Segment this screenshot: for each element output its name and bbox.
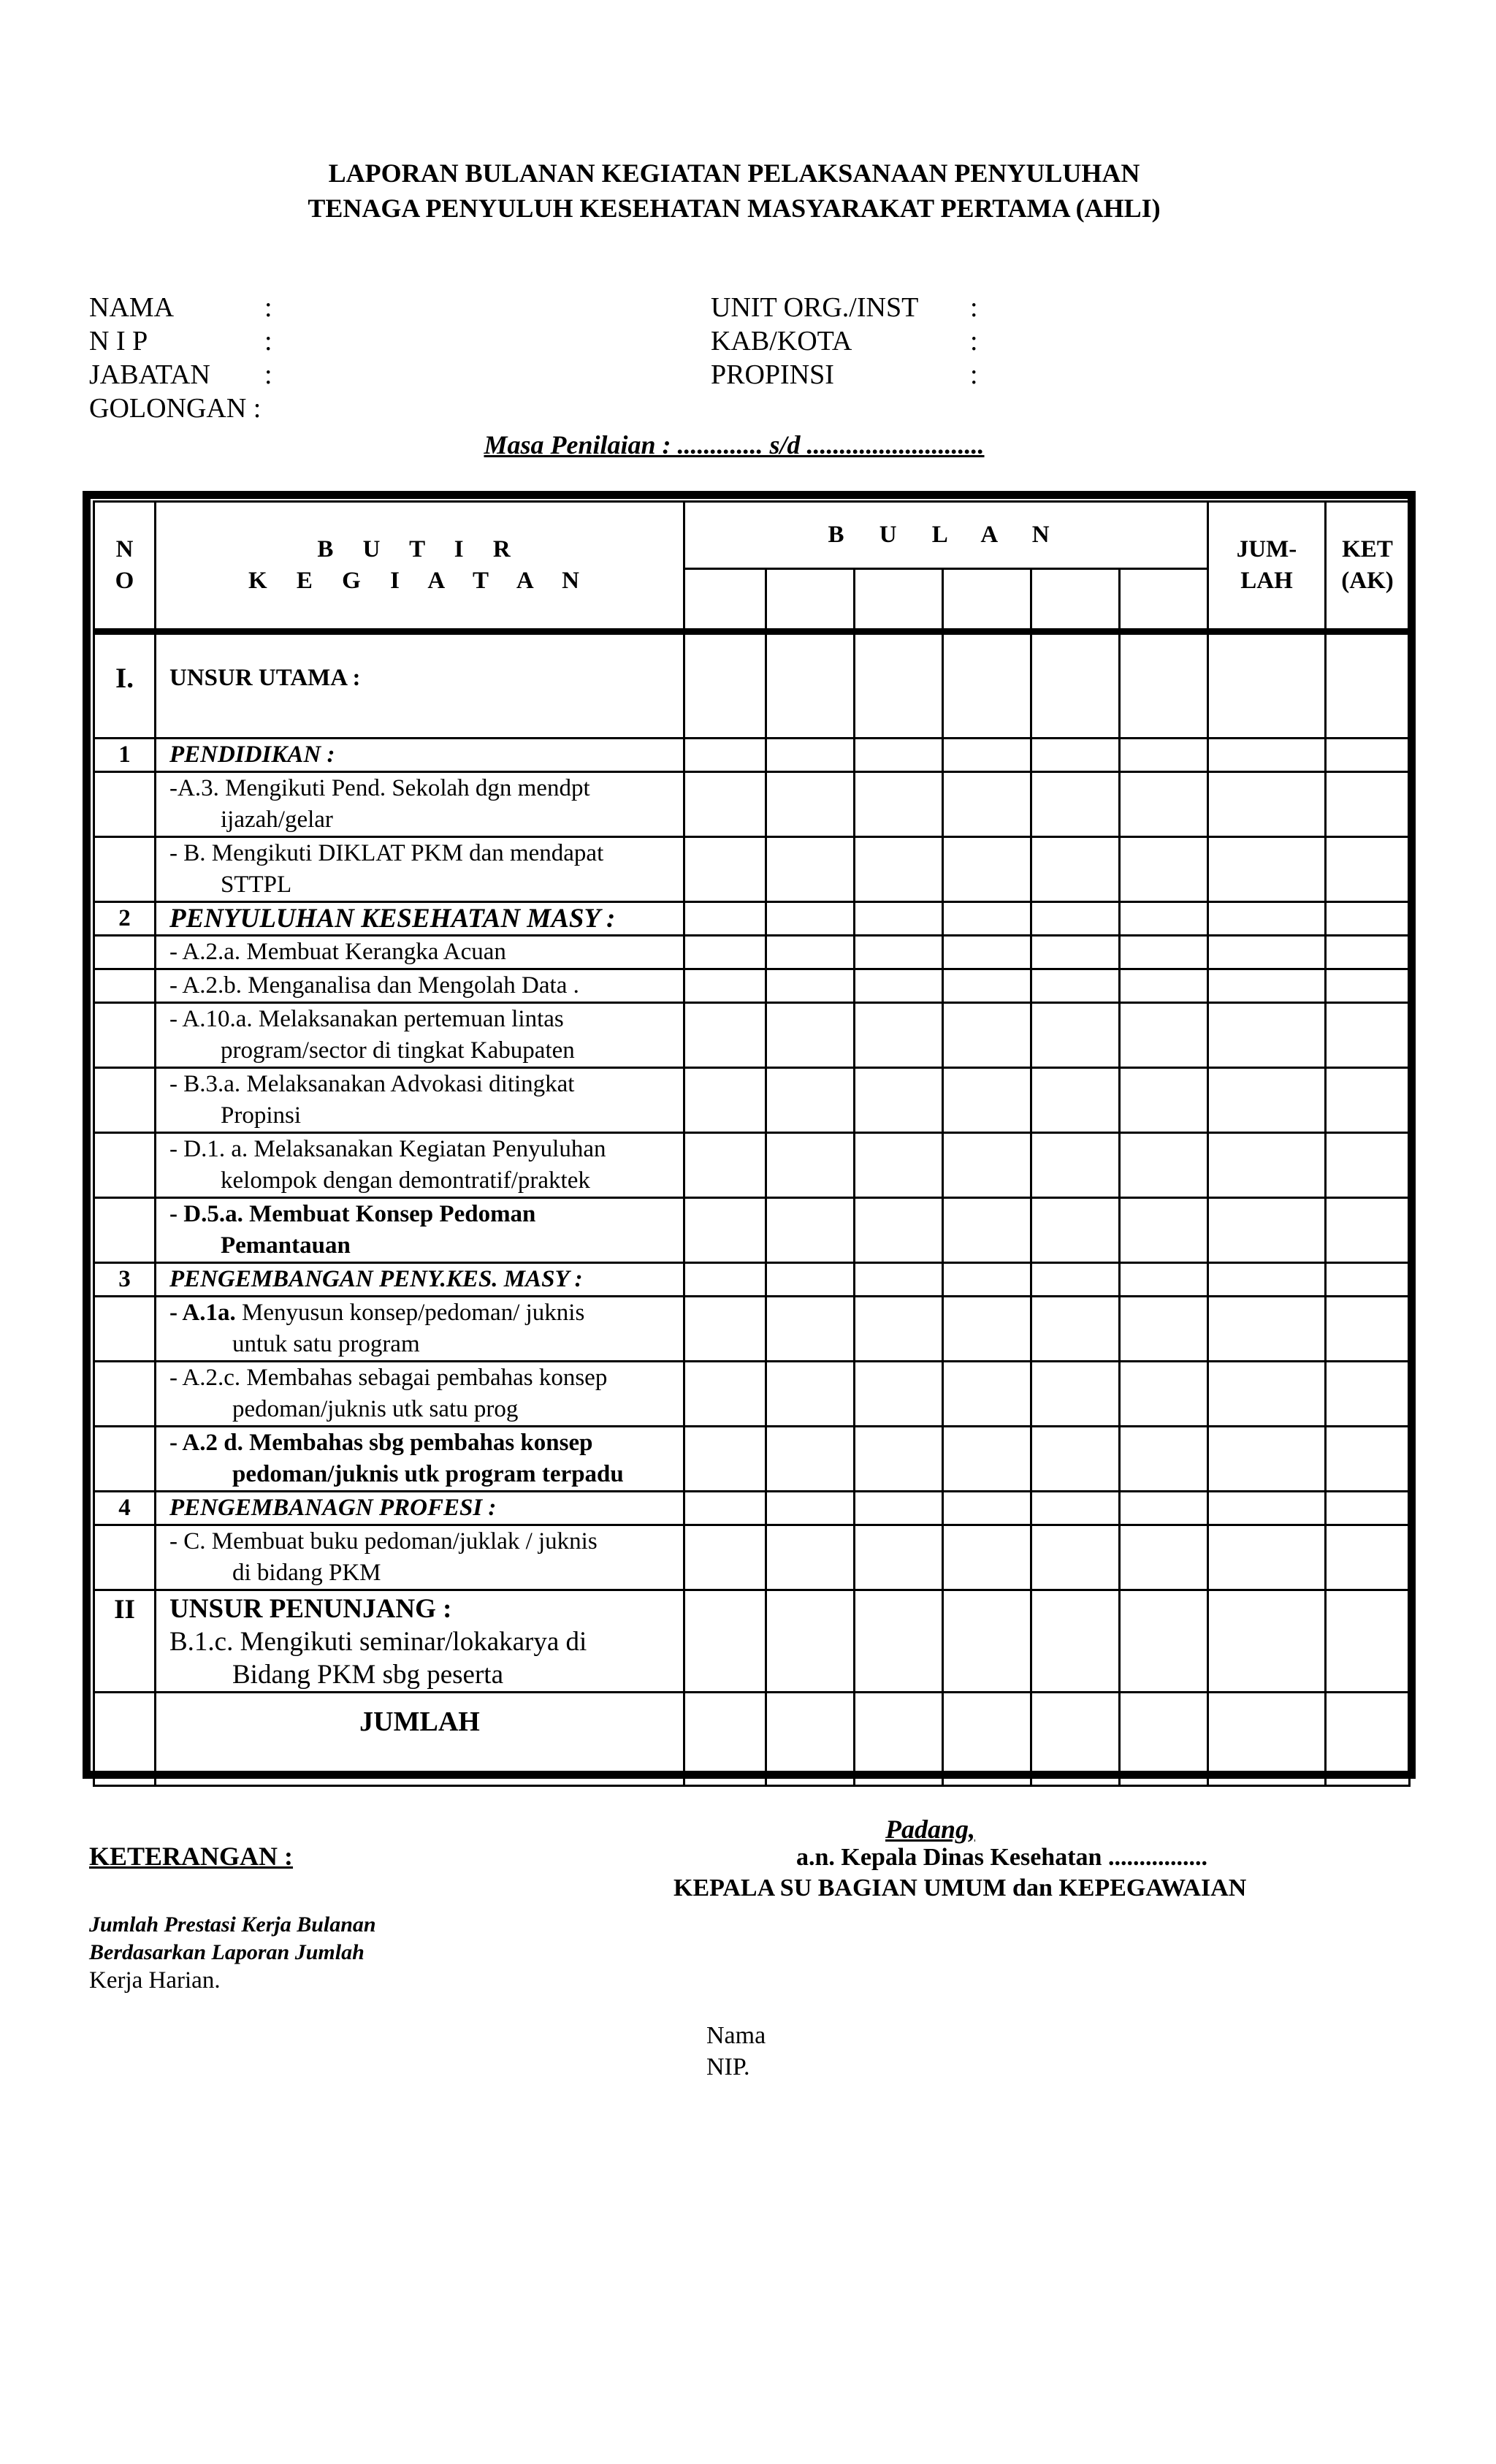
empty-cell (684, 1263, 766, 1297)
activity-text: - A.2.c. Membahas sebagai pembahas konsep (169, 1365, 608, 1391)
masa-penilaian: Masa Penilaian : ............. s/d ........................... (484, 430, 985, 459)
activity-text: STTPL (221, 871, 292, 898)
empty-cell (855, 1362, 943, 1427)
field-golongan (89, 392, 308, 425)
empty-cell (1031, 1003, 1120, 1068)
total-label: JUMLAH (156, 1693, 684, 1786)
activity-item (156, 1297, 684, 1362)
empty-cell (1326, 936, 1410, 969)
activity-text: B.1.c. Mengikuti seminar/lokakarya di (169, 1627, 587, 1657)
empty-cell (1326, 1198, 1410, 1263)
header-ket-line: KET (1342, 536, 1393, 562)
activity-item (156, 772, 684, 837)
empty-cell (1120, 936, 1208, 969)
empty-cell (855, 1068, 943, 1133)
empty-cell (1031, 1263, 1120, 1297)
empty-cell (766, 1263, 855, 1297)
table-row (94, 1068, 1410, 1133)
empty-cell (1208, 936, 1326, 969)
empty-cell (94, 1297, 156, 1362)
empty-cell (1031, 632, 1120, 739)
empty-cell (855, 902, 943, 936)
empty-cell (1208, 632, 1326, 739)
header-butir-kegiatan (156, 502, 684, 632)
field-label: N I P (89, 326, 148, 356)
empty-cell (1326, 772, 1410, 837)
activity-code: - A.1a. (169, 1300, 236, 1326)
header-jumlah (1208, 502, 1326, 632)
empty-cell (1208, 739, 1326, 772)
header-jumlah-line: LAH (1240, 568, 1293, 594)
empty-cell (1208, 1068, 1326, 1133)
empty-cell (1031, 1590, 1120, 1693)
empty-cell (943, 1492, 1031, 1525)
empty-cell (684, 837, 766, 902)
empty-cell (1120, 1492, 1208, 1525)
empty-cell (855, 772, 943, 837)
empty-cell (855, 1198, 943, 1263)
empty-cell (684, 1198, 766, 1263)
empty-cell (855, 969, 943, 1003)
empty-cell (855, 1133, 943, 1198)
field-colon: : (264, 326, 272, 356)
empty-cell (766, 1693, 855, 1786)
empty-cell (1326, 1362, 1410, 1427)
field-colon: : (970, 359, 978, 390)
empty-cell (1208, 1198, 1326, 1263)
empty-cell (684, 902, 766, 936)
empty-cell (855, 837, 943, 902)
empty-cell (684, 632, 766, 739)
row-no: 1 (94, 739, 156, 772)
field-label: NAMA (89, 292, 175, 323)
empty-cell (1120, 1693, 1208, 1786)
empty-cell (943, 1590, 1031, 1693)
empty-cell (855, 632, 943, 739)
table-row (94, 1133, 1410, 1198)
table-row (94, 936, 1410, 969)
empty-cell (766, 1590, 855, 1693)
signature-on-behalf: a.n. Kepala Dinas Kesehatan ................ (796, 1844, 1207, 1871)
header-no-line: O (115, 568, 134, 594)
activity-item (156, 1133, 684, 1198)
activity-text: Pemantauan (221, 1232, 351, 1259)
activity-text: di bidang PKM (232, 1560, 381, 1586)
month-cell (943, 569, 1031, 632)
activity-text: -A.3. Mengikuti Pend. Sekolah dgn mendpt (169, 775, 590, 801)
empty-cell (943, 902, 1031, 936)
empty-cell (1120, 1068, 1208, 1133)
activity-text: - C. Membuat buku pedoman/juklak / juknis (169, 1528, 598, 1555)
empty-cell (1208, 902, 1326, 936)
empty-cell (1326, 902, 1410, 936)
empty-cell (684, 1068, 766, 1133)
empty-cell (766, 1003, 855, 1068)
activity-item: - A.2.b. Menganalisa dan Mengolah Data . (156, 969, 684, 1003)
field-label: UNIT ORG./INST (711, 292, 919, 323)
signature-name: Nama (706, 2022, 766, 2049)
month-cell (684, 569, 766, 632)
empty-cell (684, 1362, 766, 1427)
empty-cell (94, 1198, 156, 1263)
empty-cell (855, 1525, 943, 1590)
empty-cell (94, 1362, 156, 1427)
empty-cell (94, 1133, 156, 1198)
empty-cell (943, 1068, 1031, 1133)
empty-cell (684, 1693, 766, 1786)
empty-cell (943, 936, 1031, 969)
month-cell (766, 569, 855, 632)
empty-cell (94, 969, 156, 1003)
field-label: KAB/KOTA (711, 326, 852, 356)
empty-cell (1208, 772, 1326, 837)
empty-cell (1120, 1133, 1208, 1198)
month-cell (1120, 569, 1208, 632)
table-row (94, 739, 1410, 772)
empty-cell (684, 969, 766, 1003)
table-row (94, 1297, 1410, 1362)
empty-cell (94, 936, 156, 969)
empty-cell (1208, 969, 1326, 1003)
empty-cell (1326, 1427, 1410, 1492)
empty-cell (766, 936, 855, 969)
row-no: II (94, 1590, 156, 1693)
empty-cell (94, 1003, 156, 1068)
empty-cell (1326, 1003, 1410, 1068)
empty-cell (1326, 969, 1410, 1003)
empty-cell (943, 1362, 1031, 1427)
activity-text: pedoman/juknis utk satu prog (232, 1396, 519, 1422)
header-ket-line: (AK) (1341, 568, 1394, 594)
empty-cell (1120, 1525, 1208, 1590)
empty-cell (766, 1427, 855, 1492)
activity-text: pedoman/juknis utk program terpadu (232, 1461, 624, 1487)
empty-cell (855, 1492, 943, 1525)
activity-item: - A.2.a. Membuat Kerangka Acuan (156, 936, 684, 969)
empty-cell (943, 1263, 1031, 1297)
empty-cell (94, 1427, 156, 1492)
empty-cell (1120, 1198, 1208, 1263)
empty-cell (1208, 1003, 1326, 1068)
empty-cell (1031, 1198, 1120, 1263)
empty-cell (766, 739, 855, 772)
field-kab-kota (711, 324, 1003, 358)
empty-cell (1120, 902, 1208, 936)
empty-cell (1208, 837, 1326, 902)
empty-cell (943, 1133, 1031, 1198)
header-butir-line: K E G I A T A N (248, 568, 591, 594)
activity-text: Menyusun konsep/pedoman/ juknis (235, 1300, 585, 1326)
header-no (94, 502, 156, 632)
empty-cell (766, 1133, 855, 1198)
activity-text: - A.10.a. Melaksanakan pertemuan lintas (169, 1006, 564, 1032)
empty-cell (766, 969, 855, 1003)
empty-cell (1326, 1133, 1410, 1198)
empty-cell (1208, 1525, 1326, 1590)
empty-cell (1120, 969, 1208, 1003)
month-cell (855, 569, 943, 632)
empty-cell (94, 1068, 156, 1133)
empty-cell (94, 772, 156, 837)
empty-cell (943, 837, 1031, 902)
activity-item (156, 837, 684, 902)
empty-cell (684, 772, 766, 837)
field-unit-org (711, 291, 1003, 324)
activity-text: - B.3.a. Melaksanakan Advokasi ditingkat (169, 1071, 575, 1097)
row-no: 2 (94, 902, 156, 936)
empty-cell (855, 739, 943, 772)
table-row (94, 969, 1410, 1003)
activity-item (156, 1198, 684, 1263)
empty-cell (1031, 1297, 1120, 1362)
empty-cell (855, 1003, 943, 1068)
activity-text: - D.5.a. Membuat Konsep Pedoman (169, 1201, 536, 1227)
document-title-line-2: TENAGA PENYULUH KESEHATAN MASYARAKAT PERTAMA (AHLI) (308, 194, 1161, 223)
empty-cell (94, 1693, 156, 1786)
field-colon: : (970, 326, 978, 356)
table-row (94, 1003, 1410, 1068)
month-cell (1031, 569, 1120, 632)
empty-cell (1031, 772, 1120, 837)
empty-cell (1326, 1297, 1410, 1362)
table-row (94, 1263, 1410, 1297)
activity-table (93, 500, 1411, 1787)
empty-cell (94, 837, 156, 902)
activity-item (156, 1068, 684, 1133)
activity-text: - D.1. a. Melaksanakan Kegiatan Penyuluhan (169, 1136, 606, 1162)
field-nip (89, 324, 308, 358)
empty-cell (766, 1068, 855, 1133)
empty-cell (1031, 1492, 1120, 1525)
activity-text: - A.2 d. Membahas sbg pembahas konsep (169, 1430, 593, 1456)
header-butir-line: B U T I R (317, 536, 522, 562)
empty-cell (766, 1492, 855, 1525)
empty-cell (1031, 1693, 1120, 1786)
empty-cell (1120, 772, 1208, 837)
empty-cell (1326, 632, 1410, 739)
empty-cell (1326, 1693, 1410, 1786)
activity-item (156, 1362, 684, 1427)
table-row (94, 1525, 1410, 1590)
empty-cell (1031, 1427, 1120, 1492)
empty-cell (1120, 1263, 1208, 1297)
activity-text: ijazah/gelar (221, 806, 333, 833)
empty-cell (1120, 632, 1208, 739)
empty-cell (684, 1133, 766, 1198)
group-title: PENYULUHAN KESEHATAN MASY : (156, 902, 684, 936)
table-row (94, 632, 1410, 739)
keterangan-text: Jumlah Prestasi Kerja Bulanan (89, 1912, 376, 1937)
table-row (94, 772, 1410, 837)
table-header-row (94, 502, 1410, 569)
empty-cell (943, 739, 1031, 772)
empty-cell (766, 837, 855, 902)
activity-text: - B. Mengikuti DIKLAT PKM dan mendapat (169, 840, 604, 866)
empty-cell (943, 632, 1031, 739)
empty-cell (766, 1362, 855, 1427)
field-jabatan (89, 358, 308, 392)
empty-cell (855, 1297, 943, 1362)
activity-item (156, 1427, 684, 1492)
empty-cell (766, 632, 855, 739)
empty-cell (766, 1297, 855, 1362)
empty-cell (1031, 837, 1120, 902)
empty-cell (1120, 1362, 1208, 1427)
activity-text: kelompok dengan demontratif/praktek (221, 1167, 590, 1194)
row-no: 3 (94, 1263, 156, 1297)
empty-cell (943, 969, 1031, 1003)
empty-cell (1120, 1427, 1208, 1492)
empty-cell (1208, 1693, 1326, 1786)
field-colon: : (264, 292, 272, 323)
empty-cell (766, 772, 855, 837)
empty-cell (1326, 1068, 1410, 1133)
group-title: PENGEMBANAGN PROFESI : (156, 1492, 684, 1525)
header-no-line: N (115, 536, 134, 562)
empty-cell (766, 1525, 855, 1590)
empty-cell (1120, 837, 1208, 902)
section-title: UNSUR UTAMA : (156, 632, 684, 739)
empty-cell (1326, 1525, 1410, 1590)
activity-item (156, 1525, 684, 1590)
empty-cell (1208, 1297, 1326, 1362)
field-colon: : (264, 359, 272, 390)
empty-cell (1031, 1068, 1120, 1133)
empty-cell (855, 1590, 943, 1693)
field-propinsi (711, 358, 1003, 392)
table-row (94, 1198, 1410, 1263)
empty-cell (684, 739, 766, 772)
empty-cell (1326, 837, 1410, 902)
field-label: JABATAN (89, 359, 210, 390)
empty-cell (684, 936, 766, 969)
empty-cell (1326, 1492, 1410, 1525)
empty-cell (855, 936, 943, 969)
empty-cell (943, 1427, 1031, 1492)
empty-cell (684, 1525, 766, 1590)
section-title: UNSUR PENUNJANG : (169, 1594, 452, 1624)
field-colon: : (970, 292, 978, 323)
empty-cell (684, 1427, 766, 1492)
empty-cell (855, 1263, 943, 1297)
header-bulan: B U L A N (684, 502, 1208, 569)
empty-cell (1031, 1525, 1120, 1590)
empty-cell (1120, 739, 1208, 772)
empty-cell (1208, 1133, 1326, 1198)
table-row (94, 1427, 1410, 1492)
empty-cell (943, 1297, 1031, 1362)
empty-cell (1208, 1590, 1326, 1693)
table-row (94, 1590, 1410, 1693)
row-no: 4 (94, 1492, 156, 1525)
activity-text: Bidang PKM sbg peserta (232, 1660, 503, 1690)
empty-cell (943, 1693, 1031, 1786)
activity-text: untuk satu program (232, 1331, 420, 1357)
empty-cell (1031, 739, 1120, 772)
empty-cell (943, 1198, 1031, 1263)
activity-text: Propinsi (221, 1102, 302, 1129)
empty-cell (1208, 1362, 1326, 1427)
empty-cell (1120, 1590, 1208, 1693)
signature-place: Padang, (885, 1815, 976, 1844)
empty-cell (1208, 1263, 1326, 1297)
activity-item (156, 1590, 684, 1693)
field-label: GOLONGAN : (89, 393, 262, 424)
empty-cell (1326, 1590, 1410, 1693)
keterangan-label: KETERANGAN : (89, 1842, 294, 1871)
empty-cell (684, 1297, 766, 1362)
group-title: PENGEMBANGAN PENY.KES. MASY : (156, 1263, 684, 1297)
empty-cell (1031, 936, 1120, 969)
empty-cell (943, 772, 1031, 837)
empty-cell (1326, 1263, 1410, 1297)
activity-text: program/sector di tingkat Kabupaten (221, 1037, 575, 1064)
empty-cell (1208, 1427, 1326, 1492)
header-jumlah-line: JUM- (1236, 536, 1297, 562)
row-no: I. (94, 632, 156, 739)
empty-cell (943, 1003, 1031, 1068)
activity-item (156, 1003, 684, 1068)
empty-cell (1120, 1003, 1208, 1068)
field-nama (89, 291, 308, 324)
signature-nip: NIP. (706, 2053, 750, 2080)
field-label: PROPINSI (711, 359, 834, 390)
empty-cell (684, 1003, 766, 1068)
empty-cell (684, 1590, 766, 1693)
empty-cell (1120, 1297, 1208, 1362)
empty-cell (94, 1525, 156, 1590)
keterangan-text: Berdasarkan Laporan Jumlah (89, 1940, 365, 1964)
header-ket (1326, 502, 1410, 632)
empty-cell (766, 1198, 855, 1263)
empty-cell (855, 1693, 943, 1786)
empty-cell (1208, 1492, 1326, 1525)
empty-cell (855, 1427, 943, 1492)
empty-cell (1326, 739, 1410, 772)
table-row (94, 1362, 1410, 1427)
keterangan-text: Kerja Harian. (89, 1967, 221, 1994)
empty-cell (1031, 1133, 1120, 1198)
table-row (94, 1492, 1410, 1525)
table-total-row (94, 1693, 1410, 1786)
empty-cell (943, 1525, 1031, 1590)
empty-cell (766, 902, 855, 936)
empty-cell (1031, 1362, 1120, 1427)
table-row (94, 902, 1410, 936)
table-row (94, 837, 1410, 902)
empty-cell (684, 1492, 766, 1525)
empty-cell (1031, 902, 1120, 936)
empty-cell (1031, 969, 1120, 1003)
signature-role: KEPALA SU BAGIAN UMUM dan KEPEGAWAIAN (673, 1874, 1247, 1902)
group-title: PENDIDIKAN : (156, 739, 684, 772)
document-title-line-1: LAPORAN BULANAN KEGIATAN PELAKSANAAN PENYULUHAN (328, 159, 1140, 188)
